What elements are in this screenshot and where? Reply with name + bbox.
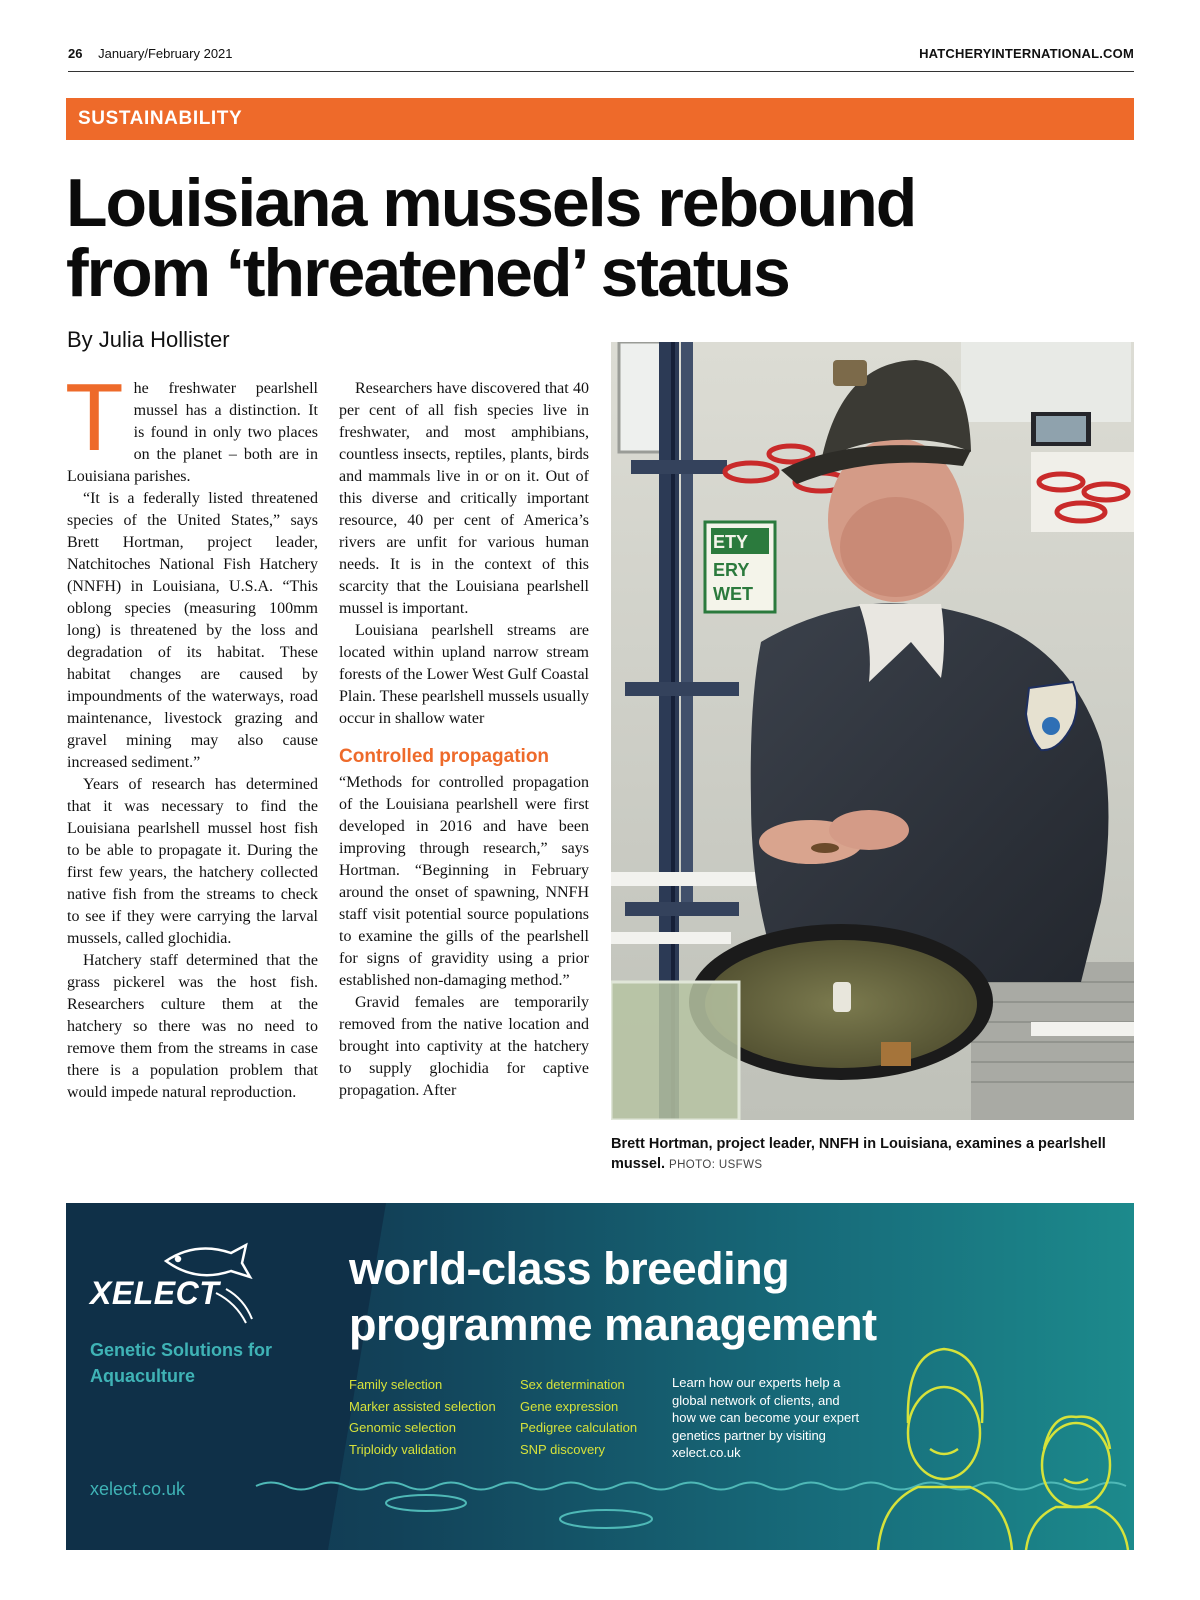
hatchery-photo-illustration — [611, 342, 1134, 1120]
service-item: Pedigree calculation — [520, 1420, 638, 1435]
scientists-illustration — [878, 1349, 1128, 1550]
safety-sign — [705, 522, 775, 612]
sign-text: ERY — [713, 560, 750, 580]
page-number: 26 — [68, 46, 83, 61]
sign-text: ETY — [713, 532, 749, 552]
ad-title-line-1: world-class breeding — [349, 1243, 790, 1294]
drop-cap: T — [65, 364, 124, 471]
service-item: Genomic selection — [349, 1420, 456, 1435]
paragraph-text: he freshwater pearlshell mussel has a distinction. It is found in only two places on the planet – both are in Louisiana parishes. — [67, 380, 318, 485]
ad-url-link[interactable]: xelect.co.uk — [90, 1479, 186, 1499]
paragraph — [65, 364, 318, 488]
ad-title-line-2: programme management — [349, 1299, 877, 1350]
site-name: HATCHERYINTERNATIONAL.COM — [919, 46, 1134, 61]
section-label: SUSTAINABILITY — [78, 108, 243, 129]
article-column-2 — [339, 378, 589, 1102]
ad-learn-more: Learn how our experts help a global network of clients, and how we can become your expert genetics partner by visiting xelect.co.uk — [672, 1375, 860, 1460]
section-bar — [66, 98, 1134, 140]
paragraph: Louisiana pearlshell streams are located within upland narrow stream forests of the Lower West Gulf Coastal Plain. These pearlshell mussels usually occur in shallow water — [339, 622, 589, 727]
xelect-advertisement[interactable] — [66, 1203, 1134, 1550]
paragraph: Hatchery staff determined that the grass pickerel was the host fish. Researchers culture them at the hatchery so there was no need to remove them from the streams in case there is a population problem that would impede natural reproduction. — [67, 952, 318, 1101]
paragraph: Years of research has determined that it was necessary to find the Louisiana pearlshell mussel host fish to be able to propagate it. During the first few years, the hatchery collected native fish from the streams to check to see if they were carrying the larval mussels, called glochidia. — [67, 776, 318, 947]
ad-tagline: Genetic Solutions for Aquaculture — [90, 1340, 273, 1386]
service-item: Triploidy validation — [349, 1441, 457, 1457]
sign-text: WET — [713, 584, 753, 604]
running-header — [68, 46, 1134, 72]
service-item: Marker assisted selection — [349, 1398, 496, 1414]
service-item: Sex determination — [520, 1377, 625, 1392]
paragraph: Gravid females are temporarily removed from the native location and brought into captivity at the hatchery to supply glochidia for captive propagation. After — [339, 994, 589, 1099]
headline — [66, 165, 1066, 311]
paragraph: Researchers have discovered that 40 per cent of all fish species live in freshwater, and most amphibians, countless insects, reptiles, plants, birds and mammals live in or on it. Out of this diverse and critically important resource, 40 per cent of America’s rivers are unfit for various human needs. It is in the context of this scarcity that the Louisiana pearlshell mussel is important. — [339, 380, 589, 617]
headline-line-1: Louisiana mussels rebound — [66, 165, 916, 241]
services-list-2 — [520, 1374, 637, 1460]
headline-line-2: from ‘threatened’ status — [66, 235, 789, 311]
service-item: Gene expression — [520, 1398, 619, 1414]
caption-text: Brett Hortman, project leader, NNFH in Louisiana, examines a pearlshell mussel. — [611, 1136, 1106, 1172]
services-list-1 — [349, 1374, 496, 1460]
byline: By Julia Hollister — [67, 327, 230, 352]
photo-caption — [611, 1134, 1134, 1175]
article-photo — [611, 342, 1134, 1120]
paragraph: “Methods for controlled propagation of the Louisiana pearlshell were first developed in 2016 and have been improving through research,” says Hortman. “Beginning in February around the onset of spawning, NNFH staff visit potential source populations to examine the gills of the pearlshell for signs of gravidity using a prior established non-damaging method.” — [339, 774, 589, 989]
ad-title — [349, 1241, 877, 1353]
article-column-1 — [65, 364, 318, 1104]
subhead: Controlled propagation — [339, 746, 550, 767]
issue-date: January/February 2021 — [98, 46, 233, 61]
paragraph: “It is a federally listed threatened species of the United States,” says Brett Hortman, project leader, Natchitoches National Fish Hatchery (NNFH) in Louisiana, U.S.A. “This oblong species (measuring 100mm long) is threatened by the loss and degradation of its habitat. These habitat changes are caused by impoundments of the waterways, road maintenance, livestock grazing and gravel mining may also cause increased sediment.” — [67, 490, 318, 771]
ad-brand: XELECT — [90, 1275, 220, 1311]
service-item: Family selection — [349, 1377, 443, 1392]
service-item: SNP discovery — [520, 1441, 606, 1457]
photo-credit: PHOTO: USFWS — [669, 1159, 763, 1171]
